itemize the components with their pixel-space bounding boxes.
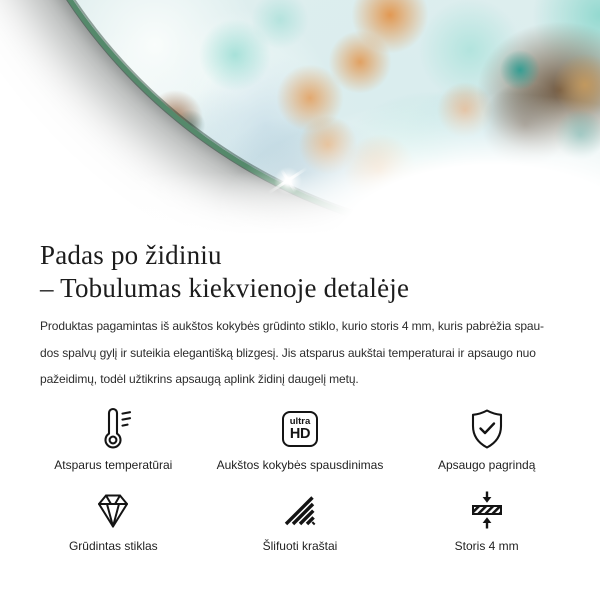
page-title-line2: – Tobulumas kiekvienoje detalėje xyxy=(40,273,410,303)
feature-polished-edges xyxy=(207,486,394,553)
ultra-hd-badge-bottom: HD xyxy=(289,425,311,442)
thermometer-icon xyxy=(91,405,135,453)
feature-print-quality xyxy=(207,405,394,472)
page-title-line1: Padas po židiniu xyxy=(40,240,222,270)
polished-edges-icon xyxy=(279,486,321,534)
ultra-hd-icon xyxy=(282,405,318,453)
product-description xyxy=(40,313,560,393)
feature-tempered-glass xyxy=(20,486,207,553)
feature-temperature-resistant xyxy=(20,405,207,472)
feature-protects-base xyxy=(393,405,580,472)
feature-thickness xyxy=(393,486,580,553)
ultra-hd-badge-top: ultra xyxy=(289,415,311,427)
description-line: Produktas pagamintas iš aukštos kokybės grūdinto stiklo, kurio storis 4 mm, kuris pabrėžia spau- xyxy=(40,319,544,333)
description-line: pažeidimų, todėl užtikrins apsaugą aplink židinį daugelį metų. xyxy=(40,372,359,386)
description-line: dos spalvų gylį ir suteikia elegantišką blizgesį. Jis atsparus aukštai temperaturai ir apsaugo nuo xyxy=(40,345,536,360)
feature-label: Šlifuoti kraštai xyxy=(262,538,338,553)
product-hero-image xyxy=(0,0,600,233)
feature-label: Aukštos kokybės spausdinimas xyxy=(216,457,384,472)
feature-grid xyxy=(0,405,600,553)
shield-check-icon xyxy=(465,405,509,453)
page-title xyxy=(40,239,560,305)
diamond-icon xyxy=(90,486,136,534)
feature-label: Atsparus temperatūrai xyxy=(54,457,173,472)
feature-label: Apsaugo pagrindą xyxy=(437,457,536,472)
thickness-icon xyxy=(467,486,507,534)
feature-label: Grūdintas stiklas xyxy=(68,538,158,553)
feature-label: Storis 4 mm xyxy=(454,538,519,553)
